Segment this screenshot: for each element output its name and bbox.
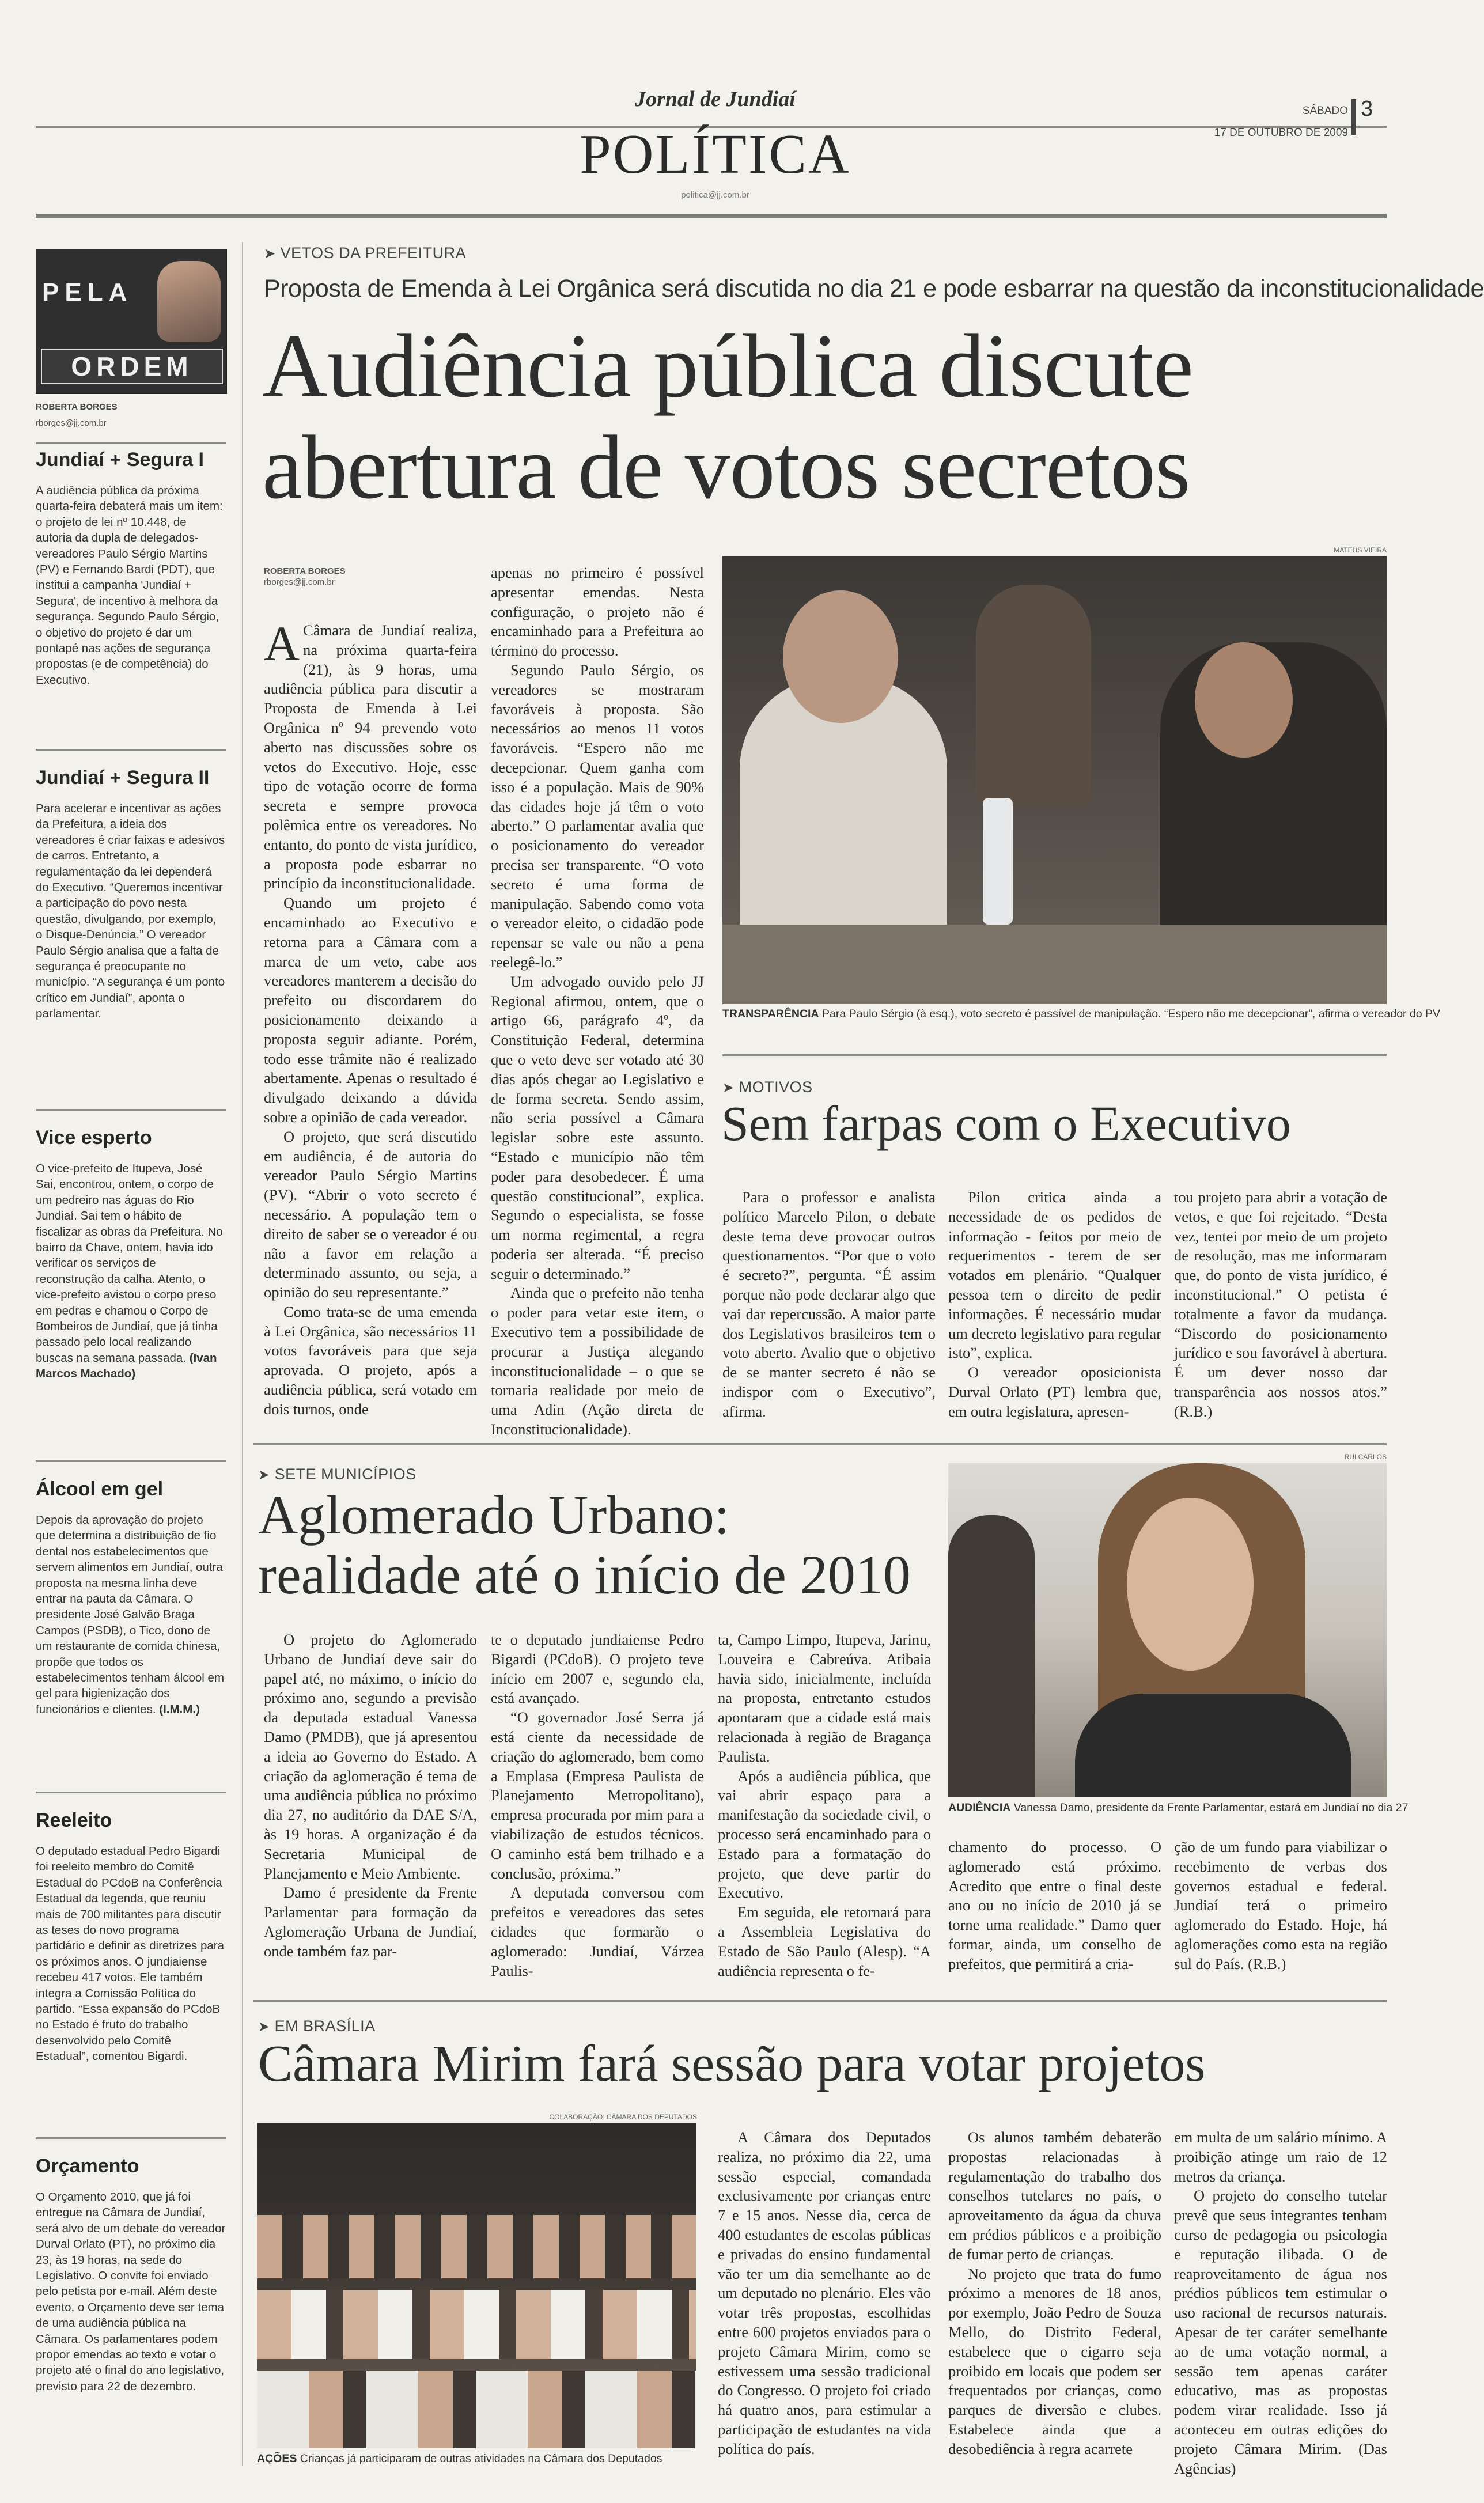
story3-column-2 <box>491 1630 704 2010</box>
note-title: Jundiaí + Segura I <box>36 449 204 471</box>
person-background <box>948 1515 1035 1797</box>
note-text: Depois da aprovação do projeto que determina a distribuição de fio dental nos estabelecimentos que servem alimentos em Jundiaí, outra proposta na mesma linha deve entrar na pauta da Câmara. O presidente José Galvão Braga Campos (PSDB), o Tico, dono de um restaurante de comida chinesa, propõe que todos os estabelecimentos tenham álcool em gel para higienização dos funcionários e clientes. <box>36 1513 225 1716</box>
story1-headline <box>262 316 1397 518</box>
kicker-label: EM BRASÍLIA <box>274 2017 376 2035</box>
story1-photo-credit: MATEUS VIEIRA <box>1334 546 1387 554</box>
paragraph: O projeto, que será discutido em audiência, é de autoria do vereador Paulo Sérgio Martins (PV). “Abrir o voto secreto é necessário. A população tem o direito de saber se o vereador é ou não a favor em relação a determinado assunto, ou seja, a opinião do seu representante.” <box>264 1127 477 1301</box>
kicker-arrow-icon: ➤ <box>258 1467 270 1483</box>
story1-deck: Proposta de Emenda à Lei Orgânica será discutida no dia 21 e pode esbarrar na questão da inconstitucionalidade <box>264 275 1484 302</box>
newspaper-name: Jornal de Jundiaí <box>635 87 796 111</box>
column-notes <box>36 444 226 2466</box>
audience-row-2 <box>257 2290 696 2359</box>
story4-photo <box>257 2123 696 2448</box>
story3-column-1 <box>264 1630 477 2010</box>
note-title: Vice esperto <box>36 1127 152 1149</box>
story4-headline: Câmara Mirim fará sessão para votar projetos <box>258 2035 1206 2092</box>
column-divider <box>242 242 243 2466</box>
caption-text: Crianças já participaram de outras atividades na Câmara dos Deputados <box>300 2452 662 2465</box>
note-text: O deputado estadual Pedro Bigardi foi reeleito membro do Comitê Estadual do PCdoB na Conferência Estadual da legenda, que reuniu mais de 700 militantes para discutir as teses do novo programa partidário e definir as diretrizes para os próximos anos. O jundiaiense recebeu 417 votos. Ele também integra a Comissão Política do partido. “Essa expansão do PCdoB no Estado é fruto do trabalho desenvolvido pelo Comitê Estadual”, comentou Bigardi. <box>36 1845 225 2063</box>
issue-date: 17 DE OUTUBRO DE 2009 <box>1214 127 1348 139</box>
story1-byline <box>264 566 483 588</box>
column-logo-top: PELA <box>42 278 133 306</box>
paragraph: O projeto do Aglomerado Urbano de Jundiaí deve sair do papel até, no máximo, o início do próximo ano, segundo a previsão da deputada estadual Vanessa Damo (PMDB), que já apresentou a ideia ao Governo do Estado. A criação da aglomeração é tema de uma audiência pública no próximo dia 27, no auditório da DAE S/A, às 19 horas. A organização é da Secretaria Municipal de Planejamento e Meio Ambiente. <box>264 1631 477 1882</box>
story2-kicker <box>722 1078 813 1096</box>
story4-column-1 <box>718 2128 931 2474</box>
story2-column-3 <box>1174 1188 1387 1418</box>
note-rule <box>36 2137 226 2139</box>
paragraph: Damo é presidente da Frente Parlamentar para formação da Aglomeração Urbana de Jundiaí, onde também faz par- <box>264 1884 477 1960</box>
story1-column-2 <box>491 563 704 1438</box>
paragraph: O projeto do conselho tutelar prevê que seus integrantes tenham curso de pedagogia ou psicologia e reputação ilibada. O de reaproveitamento de água nos prédios públicos tem estimular o uso racional de recursos naturais. Apesar de ter caráter semelhante ao de uma votação normal, a sessão tem apenas caráter educativo, mas as propostas podem virar realidade. Isso já aconteceu em outras edições do projeto Câmara Mirim. (Das Agências) <box>1174 2187 1387 2477</box>
paragraph: A Câmara dos Deputados realiza, no próximo dia 22, uma sessão especial, comandada exclusivamente por crianças entre 7 e 15 anos. Nesse dia, cerca de 400 estudantes de escolas públicas e privadas do ensino fundamental vão ter um dia semelhante ao de um deputado no plenário. Eles vão votar três propostas, escolhidas entre 600 projetos enviados para o projeto Câmara Mirim, como se estivessem uma sessão tradicional do Congresso. O projeto foi criado há quatro anos, para estimular a participação de estudantes na vida política do país. <box>718 2129 931 2457</box>
masthead <box>0 0 1430 242</box>
note-rule <box>36 1460 226 1462</box>
headline-line-2: abertura de votos secretos <box>262 417 1190 518</box>
kicker-label: SETE MUNICÍPIOS <box>274 1466 417 1483</box>
story2-rule <box>722 1054 1387 1056</box>
note-text: O Orçamento 2010, que já foi entregue na Câmara de Jundiaí, será alvo de um debate do vereador Durval Orlato (PT), no próximo dia 23, às 19 horas, na sede do Legislativo. O convite foi enviado pelo petista por e-mail. Além deste evento, o Orçamento deve ser tema de uma audiência pública na Câmara. Os parlamentares podem propor emendas ao texto e votar o projeto até o final do ano legislativo, previsto para 22 de dezembro. <box>36 2190 226 2393</box>
page-number-bar <box>1352 99 1356 135</box>
kicker-arrow-icon: ➤ <box>722 1080 735 1096</box>
issue-day: SÁBADO <box>1302 105 1348 117</box>
column-author: ROBERTA BORGES <box>36 402 118 412</box>
paragraph: No projeto que trata do fumo próximo a menores de 18 anos, por exemplo, João Pedro de Souza Mello, do Distrito Federal, estabelece que o cigarro seja proibido em locais que podem ser frequentados por crianças, como parques de diversão e clubes. Estabelece ainda que a desobediência à regra acarrete <box>948 2265 1161 2457</box>
note-title: Jundiaí + Segura II <box>36 767 210 789</box>
kicker-label: MOTIVOS <box>739 1078 813 1096</box>
headline-line-1: Audiência pública discute <box>262 316 1193 416</box>
kicker-arrow-icon: ➤ <box>264 246 276 262</box>
audience-row-1 <box>257 2215 696 2278</box>
note-rule <box>36 442 226 444</box>
story3-photo <box>948 1463 1387 1797</box>
paragraph: ção de um fundo para viabilizar o recebimento de verbas dos governos estadual e federal. Jundiaí terá o primeiro aglomerado do Estado. Hoje, há aglomerações como esta na região sul do País. (R.B.) <box>1174 1838 1387 1972</box>
section-title: POLÍTICA <box>580 123 851 185</box>
story3-caption <box>948 1801 1409 1815</box>
column-note <box>36 1478 226 1717</box>
top-rule <box>36 214 1387 218</box>
paragraph: em multa de um salário mínimo. A proibição atinge um raio de 12 metros da criança. <box>1174 2129 1387 2185</box>
story2-column-2 <box>948 1188 1161 1418</box>
note-text: Para acelerar e incentivar as ações da Prefeitura, a ideia dos vereadores é criar faixas e adesivos de carros. Entretanto, a regulamentação da lei dependerá do Executivo. “Queremos incentivar a participação do povo nesta questão, divulgando, por exemplo, o Disque-Denúncia.” O vereador Paulo Sérgio analisa que a falta de segurança é preocupante no município. “A segurança é um ponto crítico em Jundiaí”, aponta o parlamentar. <box>36 802 225 1021</box>
story1-kicker <box>264 244 466 262</box>
caption-lead: AÇÕES <box>257 2452 297 2465</box>
column-note <box>36 766 226 1022</box>
paragraph: Após a audiência pública, que vai abrir espaço para a manifestação da sociedade civil, o processo será encaminhado para o Estado para a formatação do projeto, que deve partir do Executivo. <box>718 1767 931 1902</box>
story3-column-5 <box>1174 1838 1387 2010</box>
note-text: A audiência pública da próxima quarta-feira debaterá mais um item: o projeto de lei nº 10.448, de autoria da dupla de delegados-vereadores Paulo Sérgio Martins (PV) e Fernando Bardi (PDT), que institui a campanha 'Jundiaí + Segura', de incentivo à melhora da segurança. Segundo Paulo Sérgio, o objetivo do projeto é dar um pontapé nas ações de segurança propostas (e de competência) do Executivo. <box>36 484 223 687</box>
person-back <box>976 585 1091 804</box>
story2-headline: Sem farpas com o Executivo <box>721 1096 1291 1151</box>
column-note <box>36 1809 226 2065</box>
note-title: Reeleito <box>36 1809 112 1831</box>
story4-kicker <box>258 2017 376 2035</box>
paragraph: ta, Campo Limpo, Itupeva, Jarinu, Louveira e Cabreúva. Atibaia havia sido, inicialmente, incluída na proposta, entretanto estudos apontaram que a cidade está mais relacionada à região de Bragança Paulista. <box>718 1631 931 1765</box>
note-title: Álcool em gel <box>36 1478 164 1500</box>
dropcap: A <box>264 616 300 671</box>
person-left-head <box>783 590 898 723</box>
story4-caption <box>257 2452 696 2466</box>
desk <box>722 925 1387 1004</box>
paragraph: Ainda que o prefeito não tenha o poder para vetar este item, o Executivo tem a possibilidade de procurar a Justiça alegando inconstitucionalidade – o que se tornaria realidade por meio de uma Adin (Ação direta de Inconstitucionalidade). <box>491 1284 704 1438</box>
paragraph: Segundo Paulo Sérgio, os vereadores se mostraram favoráveis à proposta. São necessários ao menos 11 votos favoráveis. “Espero não me decepcionar. Quem ganha com isso é a população. Mais de 90% das cidades hoje já têm o voto aberto.” O parlamentar avalia que o posicionamento do vereador precisa ser transparente. “O voto secreto é uma forma de manipulação. Sabendo como vota o vereador eleito, o cidadão pode repensar se vale ou não a pena reelegê-lo.” <box>491 661 704 971</box>
water-bottle <box>983 798 1013 925</box>
headline-line-2: realidade até o início de 2010 <box>258 1544 911 1605</box>
story1-caption <box>722 1007 1441 1021</box>
column-note <box>36 2154 226 2394</box>
paragraph: Um advogado ouvido pelo JJ Regional afirmou, ontem, que o artigo 66, parágrafo 4º, da Constituição Federal, determina que o veto deve ser votado até 30 dias após chegar ao Legislativo e de forma secreta. Sendo assim, não seria possível a Câmara legislar sobre este assunto. “Estado e município não têm poder para desobedecer. É uma questão constitucional”, explica. Segundo o especialista, se fosse um norma regimental, a regra poderia ser alterada. “É preciso seguir o determinado.” <box>491 972 704 1282</box>
byline-email: rborges@jj.com.br <box>264 577 335 587</box>
story3-kicker <box>258 1466 417 1483</box>
note-text: O vice-prefeito de Itupeva, José Sai, encontrou, ontem, o corpo de um pedreiro nas águas do Rio Jundiaí. Sai tem o hábito de fiscalizar as obras da Prefeitura. No bairro da Chave, ontem, havia ido verificar os serviços de reconstrução da calha. Atento, o vice-prefeito avistou o corpo preso em pedras e chamou o Corpo de Bombeiros de Jundiaí, que já tinha passado pelo local realizando buscas na semana passada. <box>36 1162 223 1365</box>
paragraph: Quando um projeto é encaminhado ao Executivo e retorna para a Câmara com a marca de um veto, cabe aos vereadores manterem a decisão do prefeito ou discordarem do posicionamento deixando a proposta seguir adiante. Porém, todo esse trâmite não é realizado abertamente. Apenas o resultado é divulgado deixando a dúvida sobre a opinião de cada vereador. <box>264 894 477 1126</box>
story4-rule <box>253 2000 1387 2002</box>
column-note <box>36 448 226 688</box>
paragraph: Para o professor e analista político Marcelo Pilon, o debate deste tema deve provocar outros questionamentos. “Por que o voto é secreto?”, pergunta. “É assim porque não pode declarar algo que vai dar repercussão. A maior parte dos Legislativos brasileiros tem o voto aberto. Avalio que o objetivo de se manter secreto é não se indispor com o Executivo”, afirma. <box>722 1188 936 1420</box>
caption-lead: AUDIÊNCIA <box>948 1801 1011 1814</box>
paragraph: te o deputado jundiaiense Pedro Bigardi (PCdoB). O projeto teve início em 2007 e, segundo ela, está avançado. <box>491 1631 704 1707</box>
column-logo-bottom: ORDEM <box>41 349 223 384</box>
story3-headline <box>258 1485 938 1605</box>
note-rule <box>36 1792 226 1793</box>
person-face <box>1127 1498 1254 1671</box>
paragraph: Câmara de Jundiaí realiza, na próxima quarta-feira (21), às 9 horas, uma audiência pública para discutir a Proposta de Emenda à Lei Orgânica nº 94 prevendo voto aberto nas discussões sobre os vetos do Executivo. Hoje, esse tipo de votação ocorre de forma secreta e sempre provoca polêmica entre os vereadores. No entanto, do ponto de vista jurídico, a proposta pode esbarrar no princípio da inconstitucionalidade. <box>264 622 477 892</box>
note-rule <box>36 1109 226 1111</box>
caption-lead: TRANSPARÊNCIA <box>722 1008 819 1020</box>
story3-column-4 <box>948 1838 1161 2010</box>
note-signature: (I.M.M.) <box>159 1702 200 1716</box>
column-email: rborges@jj.com.br <box>36 418 107 428</box>
story1-photo <box>722 556 1387 1004</box>
byline-name: ROBERTA BORGES <box>264 566 346 576</box>
kicker-label: VETOS DA PREFEITURA <box>280 244 467 262</box>
paragraph: “O governador José Serra já está ciente da necessidade de criação do aglomerado, bem como a Emplasa (Empresa Paulista de Planejamento Metropolitano), empresa procurada por mim para a viabilização de estudos técnicos. O caminho está bem trilhado e a conclusão, próxima.” <box>491 1709 704 1882</box>
story4-column-3 <box>1174 2128 1387 2477</box>
hand-icon <box>157 261 221 342</box>
story4-column-2 <box>948 2128 1161 2474</box>
caption-text: Vanessa Damo, presidente da Frente Parlamentar, estará em Jundiaí no dia 27 <box>1013 1801 1409 1814</box>
person-body <box>1075 1694 1352 1797</box>
story3-rule <box>253 1443 1387 1445</box>
story1-column-1 <box>264 616 477 1422</box>
column-logo <box>36 249 227 394</box>
audience-row-3 <box>257 2371 696 2448</box>
paragraph: O vereador oposicionista Durval Orlato (PT) lembra que, em outra legislatura, apresen- <box>948 1364 1161 1420</box>
story3-column-3 <box>718 1630 931 2010</box>
note-signature: (Ivan Marcos Machado) <box>36 1351 217 1381</box>
paragraph: apenas no primeiro é possível apresentar emendas. Nesta configuração, o projeto não é encaminhado para a Prefeitura ao término do processo. <box>491 564 704 660</box>
note-title: Orçamento <box>36 2155 139 2177</box>
story3-photo-credit: RUI CARLOS <box>1344 1453 1387 1461</box>
paragraph: Os alunos também debaterão propostas relacionadas à regulamentação do trabalho dos conselhos tutelares no país, o aproveitamento da água da chuva em prédios públicos e a proibição de fumar perto de crianças. <box>948 2129 1161 2263</box>
headline-line-1: Aglomerado Urbano: <box>258 1484 730 1546</box>
caption-text: Para Paulo Sérgio (à esq.), voto secreto é passível de manipulação. “Espero não me decepcionar”, afirma o vereador do PV <box>822 1008 1441 1020</box>
story4-photo-credit: COLABORAÇÃO: CÂMARA DOS DEPUTADOS <box>549 2113 697 2121</box>
story2-column-1 <box>722 1188 936 1418</box>
kicker-arrow-icon: ➤ <box>258 2019 270 2035</box>
section-email: politica@jj.com.br <box>681 190 749 200</box>
paragraph: tou projeto para abrir a votação de vetos, e que foi rejeitado. “Desta vez, tentei por meio de um projeto de resolução, mas me informaram que, do ponto de vista jurídico, é inconstitucional.” O petista é totalmente a favor da mudança. “Discordo do posicionamento jurídico e sou favorável à abertura. É um dever nosso dar transparência aos nossos atos.” (R.B.) <box>1174 1188 1387 1420</box>
paragraph: Em seguida, ele retornará para a Assembleia Legislativa do Estado de São Paulo (Alesp). “A audiência representa o fe- <box>718 1903 931 1979</box>
paragraph: Pilon critica ainda a necessidade de os pedidos de informação - feitos por meio de requerimentos - terem de ser votados em plenário. “Qualquer pessoa tem o direito de pedir informações. É necessário mudar um decreto legislativo para regular isto”, explica. <box>948 1188 1161 1362</box>
note-rule <box>36 749 226 751</box>
page-number: 3 <box>1361 97 1373 121</box>
person-right-head <box>1195 642 1293 758</box>
paragraph: Como trata-se de uma emenda à Lei Orgânica, são necessários 11 votos favoráveis para que seja aprovada. O projeto, após a audiência pública, será votado em dois turnos, onde <box>264 1302 477 1418</box>
column-note <box>36 1126 226 1382</box>
paragraph: chamento do processo. O aglomerado está próximo. Acredito que entre o final deste ano ou no início de 2010 já se torne uma realidade.” Damo quer formar, ainda, um conselho de prefeitos, que permitirá a cria- <box>948 1838 1161 1972</box>
paragraph: A deputada conversou com prefeitos e vereadores das setes cidades que formarão o aglomerado: Jundiaí, Várzea Paulis- <box>491 1884 704 1979</box>
